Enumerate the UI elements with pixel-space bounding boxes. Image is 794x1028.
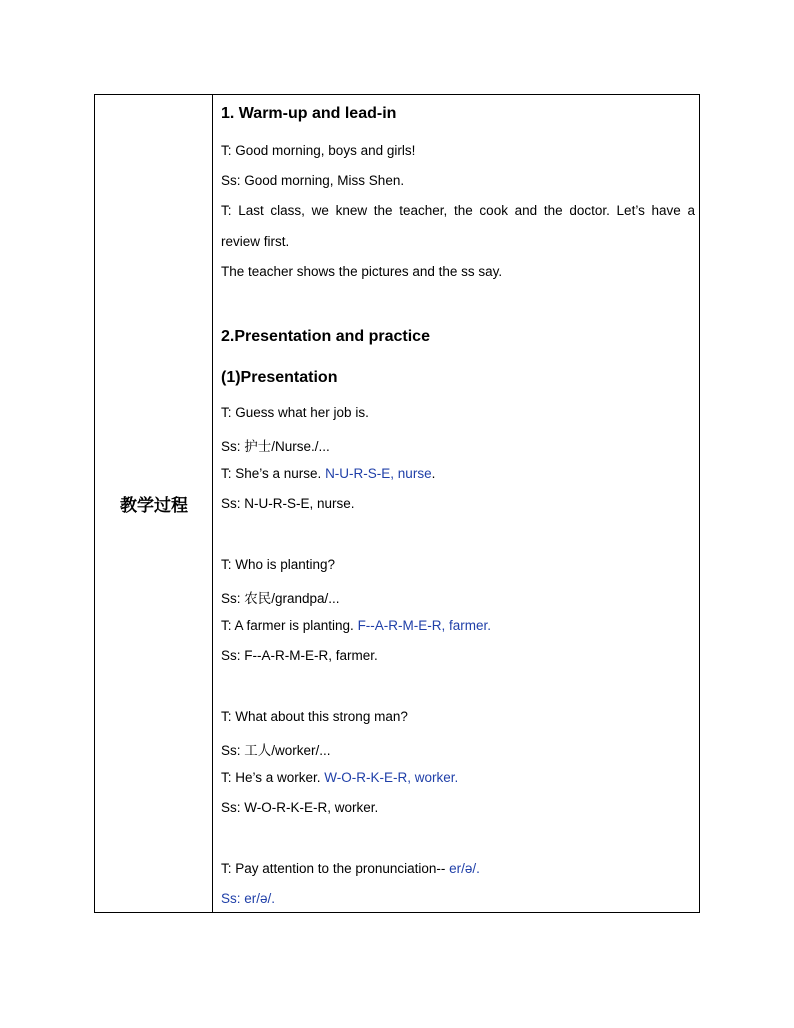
dialog-line: Ss: Good morning, Miss Shen. [221, 173, 405, 188]
dialog-line: Ss: W-O-R-K-E-R, worker. [221, 800, 379, 815]
dialog-line: T: He’s a worker. W-O-R-K-E-R, worker. [221, 770, 459, 785]
dialog-line: T: Guess what her job is. [221, 405, 369, 420]
dialog-line: Ss: er/ə/. [221, 891, 276, 906]
ipa-highlight: er/ə/. [449, 861, 480, 876]
dialog-line: T: A farmer is planting. F--A-R-M-E-R, farmer. [221, 618, 492, 633]
dialog-line: T: What about this strong man? [221, 709, 408, 724]
dialog-line: review first. [221, 234, 290, 249]
dialog-line: T: Who is planting? [221, 557, 336, 572]
spelling-highlight: N-U-R-S-E, nurse [325, 466, 432, 481]
content-column [213, 95, 699, 912]
label-column [95, 95, 213, 912]
lesson-table [94, 94, 700, 913]
dialog-line: Ss: 农民/grandpa/... [221, 591, 340, 606]
spelling-highlight: W-O-R-K-E-R, worker. [324, 770, 459, 785]
dialog-line: T: Good morning, boys and girls! [221, 143, 416, 158]
dialog-line: Ss: F--A-R-M-E-R, farmer. [221, 648, 378, 663]
dialog-line: Ss: 工人/worker/... [221, 743, 331, 758]
dialog-line: T: Last class, we knew the teacher, the cook and the doctor. Let’s have a [221, 203, 695, 218]
dialog-line: T: Pay attention to the pronunciation-- er/ə/. [221, 861, 480, 876]
dialog-line: The teacher shows the pictures and the ss say. [221, 264, 503, 279]
dialog-line: Ss: N-U-R-S-E, nurse. [221, 496, 355, 511]
dialog-line: T: She’s a nurse. N-U-R-S-E, nurse. [221, 466, 436, 481]
spelling-highlight: F--A-R-M-E-R, farmer. [357, 618, 492, 633]
section2-heading: 2.Presentation and practice [221, 328, 430, 345]
section2-subheading: (1)Presentation [221, 369, 338, 386]
row-label: 教学过程 [120, 496, 188, 516]
section1-heading: 1. Warm-up and lead-in [221, 105, 397, 122]
dialog-line: Ss: 护士/Nurse./... [221, 439, 330, 454]
